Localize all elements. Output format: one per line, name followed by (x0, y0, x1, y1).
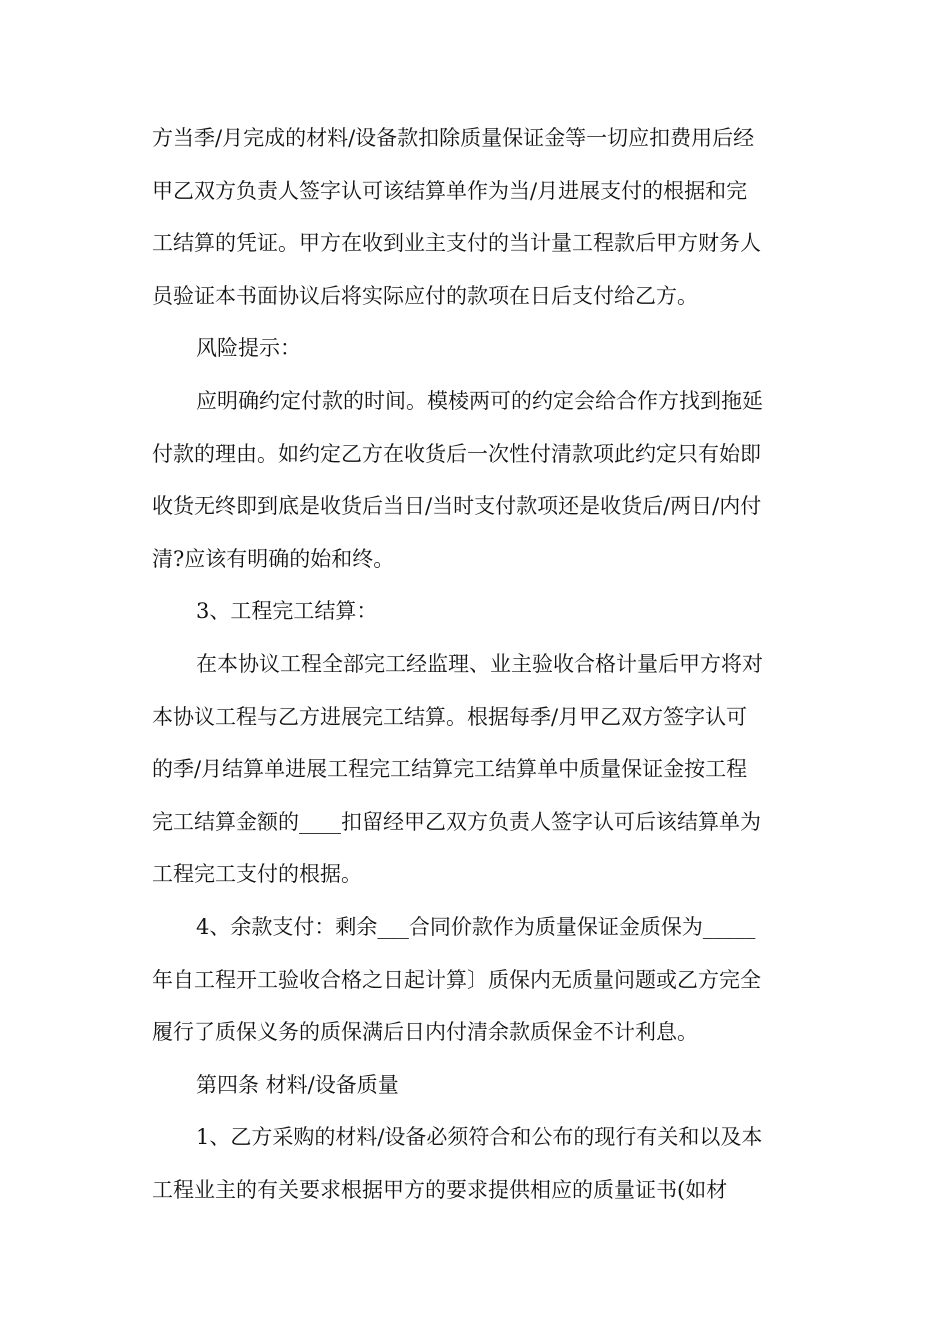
text-line: 在本协议工程全部完工经监理、业主验收合格计量后甲方将对 (196, 651, 763, 676)
paragraph-item-4 (152, 901, 800, 1059)
text-line: 工程完工支付的根据。 (152, 862, 362, 887)
paragraph-item-3-body (152, 638, 800, 901)
text-line: 1、乙方采购的材料/设备必须符合和公布的现行有关和以及本 (196, 1125, 763, 1150)
text-line: 年自工程开工验收合格之日起计算〕质保内无质量问题或乙方完全 (152, 967, 761, 992)
article-heading: 第四条 材料/设备质量 (196, 1072, 399, 1097)
text-line: 完工结算金额的____扣留经甲乙双方负责人签字认可后该结算单为 (152, 809, 761, 834)
text-line: 工程业主的有关要求根据甲方的要求提供相应的质量证书(如材 (152, 1177, 728, 1202)
text-line: 本协议工程与乙方进展完工结算。根据每季/月甲乙双方签字认可 (152, 704, 748, 729)
text-line: 履行了质保义务的质保满后日内付清余款质保金不计利息。 (152, 1020, 698, 1045)
text-line: 应明确约定付款的时间。模棱两可的约定会给合作方找到拖延 (196, 388, 763, 413)
paragraph-item-3-heading (152, 585, 800, 638)
text-line: 付款的理由。如约定乙方在收货后一次性付清款项此约定只有始即 (152, 441, 761, 466)
text-line: 工结算的凭证。甲方在收到业主支付的当计量工程款后甲方财务人 (152, 231, 761, 256)
text-line: 员验证本书面协议后将实际应付的款项在日后支付给乙方。 (152, 283, 698, 308)
text-line: 方当季/月完成的材料/设备款扣除质量保证金等一切应扣费用后经 (152, 126, 755, 150)
paragraph-article-4-heading (152, 1059, 800, 1112)
text-line: 收货无终即到底是收货后当日/当时支付款项还是收货后/两日/内付 (152, 494, 762, 519)
text-line: 清?应该有明确的始和终。 (152, 546, 395, 571)
document-body (152, 112, 800, 1216)
paragraph-risk-heading (152, 322, 800, 375)
paragraph-article-4-item-1 (152, 1111, 800, 1216)
section-heading: 3、工程完工结算： (196, 599, 378, 624)
paragraph-risk-body (152, 375, 800, 585)
text-line: 甲乙双方负责人签字认可该结算单作为当/月进展支付的根据和完 (152, 178, 748, 203)
text-line: 4、余款支付：剩余___合同价款作为质量保证金质保为_____ (196, 914, 756, 939)
section-heading: 风险提示： (196, 336, 301, 361)
text-line: 的季/月结算单进展工程完工结算完工结算单中质量保证金按工程 (152, 757, 748, 782)
paragraph-payment-continuation (152, 112, 800, 322)
